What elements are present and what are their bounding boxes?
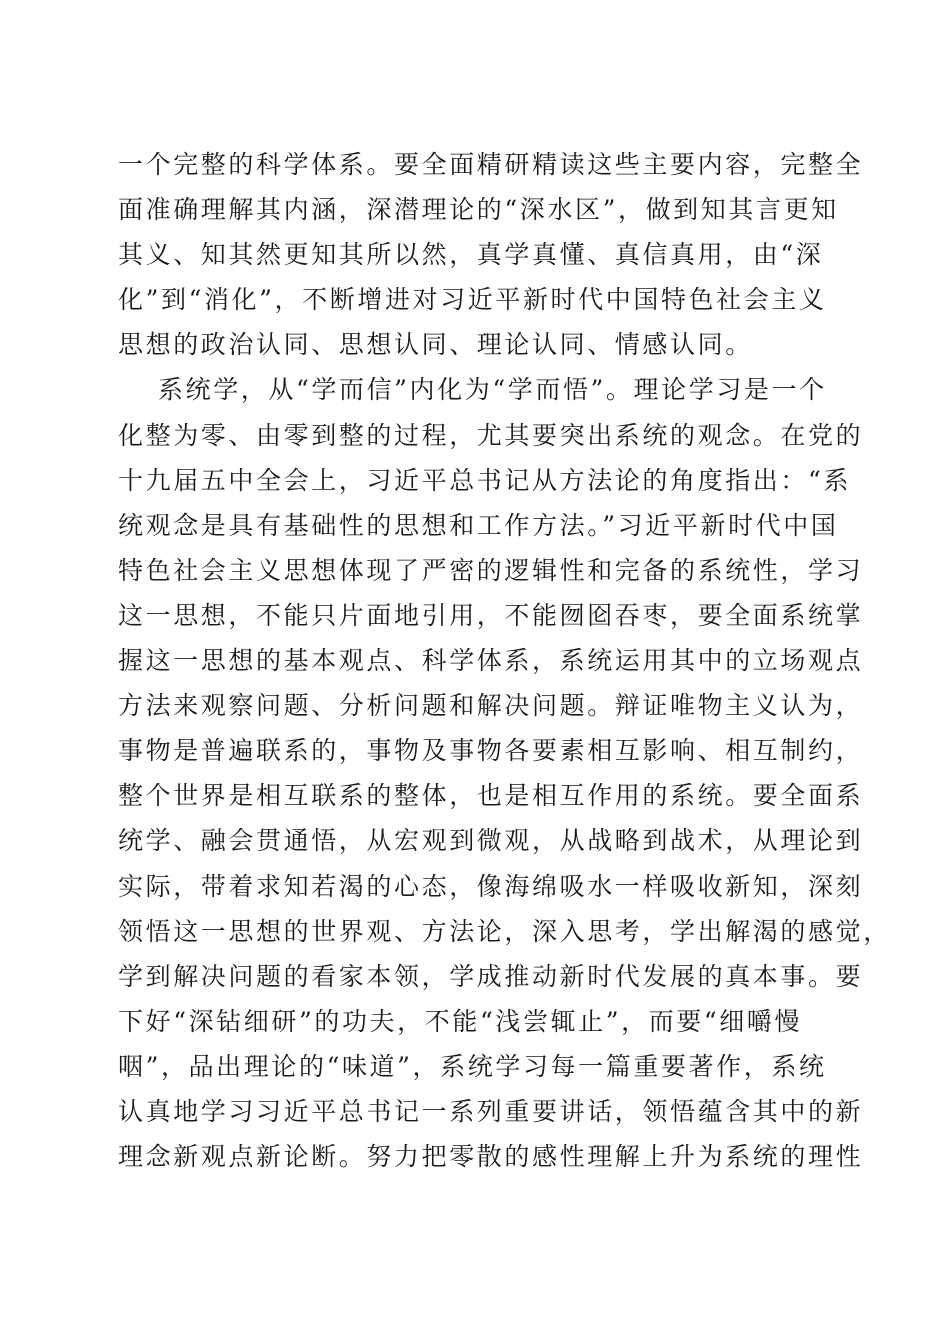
paragraph-2-line: 认真地学习习近平总书记一系列重要讲话，领悟蕴含其中的新 <box>118 1096 864 1126</box>
paragraph-2-line: 统观念是具有基础性的思想和工作方法。”习近平新时代中国 <box>118 510 839 540</box>
paragraph-1-line: 化”到“消化”，不断增进对习近平新时代中国特色社会主义 <box>118 285 827 315</box>
paragraph-2-line: 下好“深钻细研”的功夫，不能“浅尝辄止”，而要“细嚼慢 <box>118 1006 803 1036</box>
document-body <box>118 142 891 1179</box>
paragraph-1-line: 其义、知其然更知其所以然，真学真懂、真信真用，由“深 <box>118 240 824 270</box>
paragraph-2-line: 理念新观点新论断。努力把零散的感性理解上升为系统的理性 <box>118 1142 864 1172</box>
paragraph-2-line: 特色社会主义思想体现了严密的逻辑性和完备的系统性，学习 <box>118 555 864 585</box>
paragraph-2-line: 握这一思想的基本观点、科学体系，系统运用其中的立场观点 <box>118 646 864 676</box>
paragraph-1-line: 面准确理解其内涵，深潜理论的“深水区”，做到知其言更知 <box>118 195 839 225</box>
paragraph-2-line: 这一思想，不能只片面地引用，不能囫囵吞枣，要全面系统掌 <box>118 600 864 630</box>
paragraph-2-line: 事物是普遍联系的，事物及事物各要素相互影响、相互制约， <box>118 736 864 766</box>
paragraph-2-line: 整个世界是相互联系的整体，也是相互作用的系统。要全面系 <box>118 781 864 811</box>
paragraph-1-line: 思想的政治认同、思想认同、理论认同、情感认同。 <box>118 330 753 360</box>
paragraph-2-line: 化整为零、由零到整的过程，尤其要突出系统的观念。在党的 <box>118 420 864 450</box>
paragraph-1 <box>118 142 864 367</box>
paragraph-2-line: 学到解决问题的看家本领，学成推动新时代发展的真本事。要 <box>118 961 864 991</box>
paragraph-2-first-line: 系统学，从“学而信”内化为“学而悟”。理论学习是一个 <box>158 375 827 405</box>
paragraph-2-line: 实际，带着求知若渴的心态，像海绵吸水一样吸收新知，深刻 <box>118 871 864 901</box>
paragraph-2-line: 咽”，品出理论的“味道”，系统学习每一篇重要著作，系统 <box>118 1051 827 1081</box>
paragraph-2 <box>118 367 891 1179</box>
paragraph-2-line: 领悟这一思想的世界观、方法论，深入思考，学出解渴的感觉， <box>118 916 891 946</box>
paragraph-2-line: 统学、融会贯通悟，从宏观到微观，从战略到战术，从理论到 <box>118 826 864 856</box>
paragraph-2-line: 十九届五中全会上，习近平总书记从方法论的角度指出：“系 <box>118 465 851 495</box>
paragraph-1-line: 一个完整的科学体系。要全面精研精读这些主要内容，完整全 <box>118 150 864 179</box>
paragraph-2-line: 方法来观察问题、分析问题和解决问题。辩证唯物主义认为， <box>118 691 864 721</box>
